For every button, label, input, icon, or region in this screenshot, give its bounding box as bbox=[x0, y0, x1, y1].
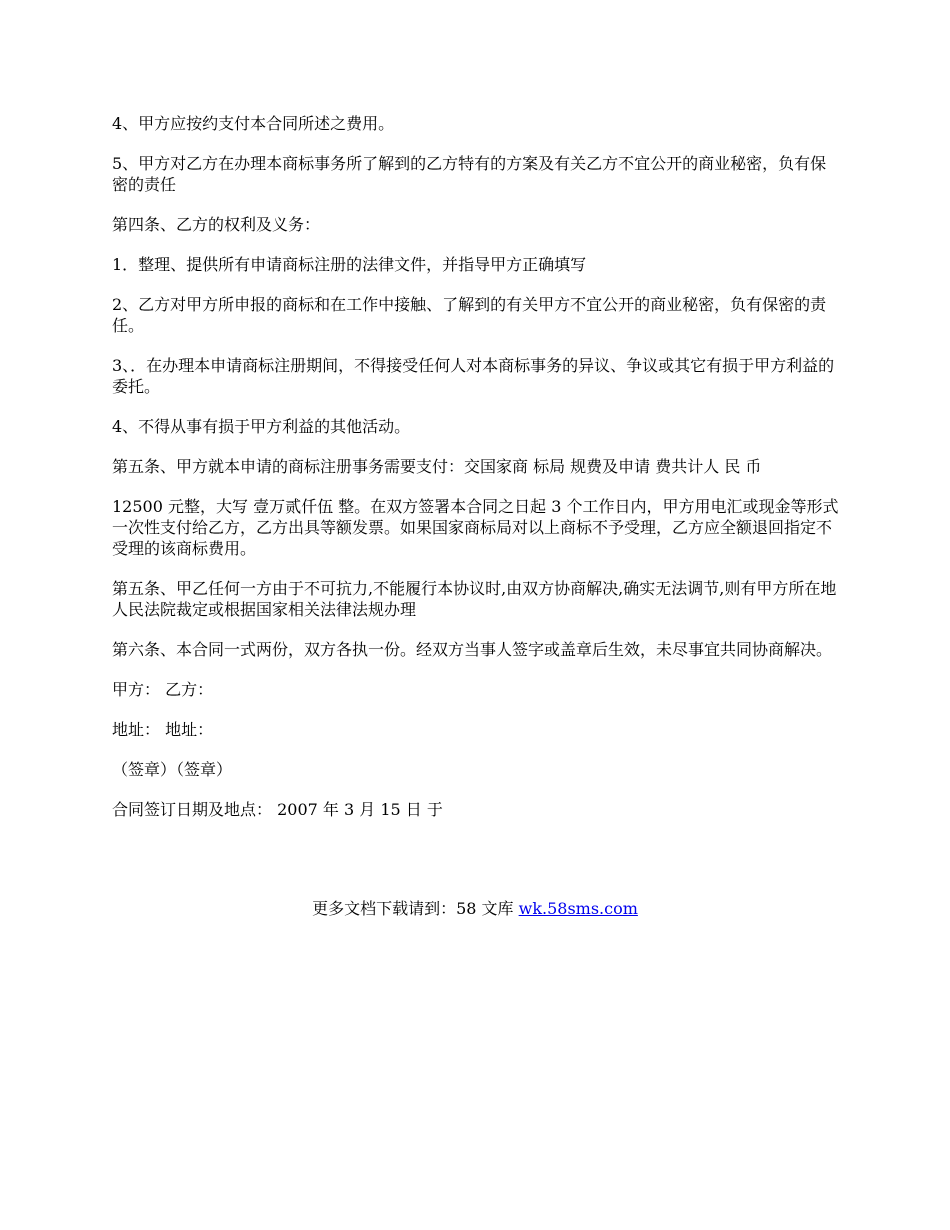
signing-date-place: 合同签订日期及地点： 2007 年 3 月 15 日 于 bbox=[112, 800, 443, 819]
signature-parties: 甲方： 乙方： bbox=[112, 680, 214, 699]
paragraph-article-6-copies: 第六条、本合同一式两份，双方各执一份。经双方当事人签字或盖章后生效，未尽事宜共同协商解决。 bbox=[112, 640, 833, 659]
paragraph-no-conflicting-commission: 3、．在办理本申请商标注册期间，不得接受任何人对本商标事务的异议、争议或其它有损于甲方利益的委托。 bbox=[112, 356, 835, 396]
paragraph-force-majeure: 第五条、甲乙任何一方由于不可抗力,不能履行本协议时,由双方协商解决,确实无法调节,则有甲方所在地人民法院裁定或根据国家相关法律法规办理 bbox=[112, 579, 837, 619]
footer-site-link[interactable]: wk.58sms.com bbox=[518, 899, 638, 918]
signature-seals: （签章）（签章） bbox=[112, 760, 233, 779]
signature-addresses: 地址： 地址： bbox=[112, 720, 214, 739]
paragraph-payment-obligation: 4、甲方应按约支付本合同所述之费用。 bbox=[112, 114, 395, 133]
paragraph-prepare-documents: 1．整理、提供所有申请商标注册的法律文件，并指导甲方正确填写 bbox=[112, 255, 587, 274]
section-heading-article-5-payment: 第五条、甲方就本申请的商标注册事务需要支付：交国家商 标局 规费及申请 费共计人 民 币 bbox=[112, 457, 762, 476]
section-heading-article-4: 第四条、乙方的权利及义务： bbox=[112, 215, 321, 234]
paragraph-no-harmful-activities: 4、不得从事有损于甲方利益的其他活动。 bbox=[112, 417, 411, 436]
footer-prefix-text: 更多文档下载请到：58 文库 bbox=[312, 899, 519, 918]
paragraph-payment-amount: 12500 元整，大写 壹万贰仟伍 整。在双方签署本合同之日起 3 个工作日内，甲方用电汇或现金等形式一次性支付给乙方，乙方出具等额发票。如果国家商标局对以上商标不予受理，乙方应全额退回指定不受理的该商标费用。 bbox=[112, 497, 839, 558]
footer-download-note bbox=[0, 898, 950, 919]
paragraph-confidentiality-party-a: 5、甲方对乙方在办理本商标事务所了解到的乙方特有的方案及有关乙方不宜公开的商业秘密，负有保密的责任 bbox=[112, 154, 827, 194]
document-body bbox=[112, 113, 842, 839]
paragraph-confidentiality-party-b: 2、乙方对甲方所申报的商标和在工作中接触、了解到的有关甲方不宜公开的商业秘密，负有保密的责任。 bbox=[112, 295, 827, 335]
